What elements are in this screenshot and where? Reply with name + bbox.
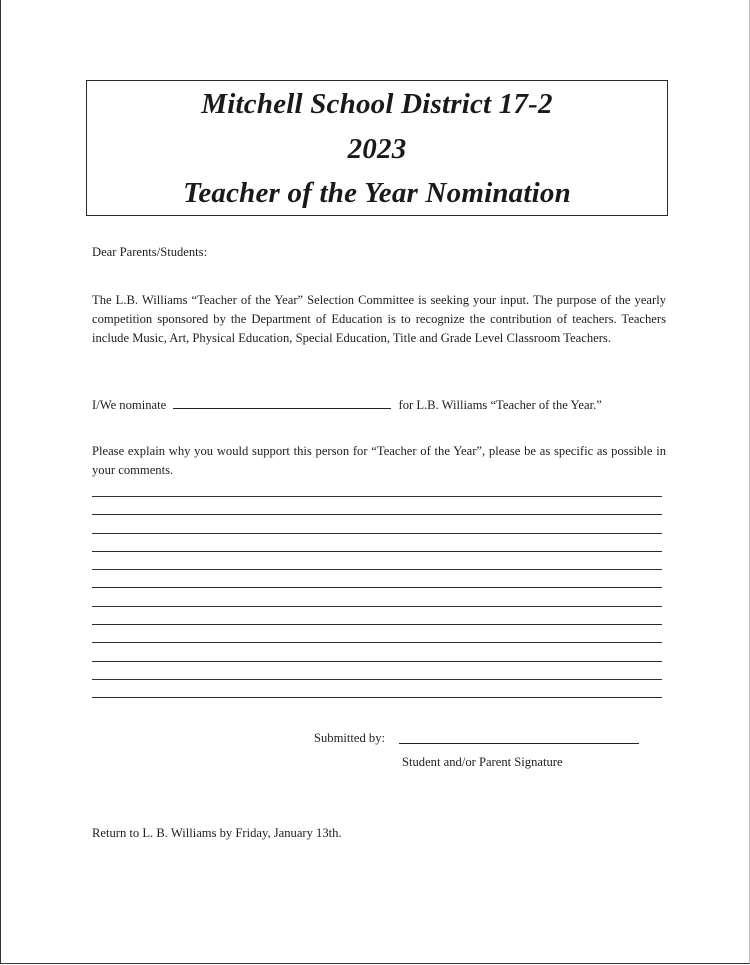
- comment-line[interactable]: [92, 551, 662, 552]
- nomination-year: 2023: [347, 133, 407, 165]
- comment-line[interactable]: [92, 624, 662, 625]
- nomination-line: [92, 394, 672, 415]
- comment-line[interactable]: [92, 514, 662, 515]
- explain-prompt: Please explain why you would support this person for “Teacher of the Year”, please be as specific as possible in your comments.: [92, 444, 666, 477]
- comment-line[interactable]: [92, 496, 662, 497]
- comment-line[interactable]: [92, 642, 662, 643]
- form-title: Teacher of the Year Nomination: [183, 177, 571, 209]
- greeting: Dear Parents/Students:: [92, 245, 208, 259]
- return-note: Return to L. B. Williams by Friday, January 13th.: [92, 826, 342, 840]
- nomination-prefix: I/We nominate: [92, 398, 167, 412]
- submitted-by-label: Submitted by:: [314, 731, 386, 745]
- nominee-name-field[interactable]: [173, 394, 391, 409]
- comment-line[interactable]: [92, 679, 662, 680]
- comment-line[interactable]: [92, 697, 662, 698]
- comment-line[interactable]: [92, 569, 662, 570]
- signature-field[interactable]: [399, 743, 639, 744]
- comment-line[interactable]: [92, 661, 662, 662]
- header-box: [86, 80, 668, 216]
- intro-paragraph: The L.B. Williams “Teacher of the Year” Selection Committee is seeking your input. The purpose of the yearly competition sponsored by the Department of Education is to recognize the contribution of teachers. Teachers include Music, Art, Physical Education, Special Education, Title and Grade Level Classroom Teachers.: [92, 293, 666, 345]
- comment-line[interactable]: [92, 533, 662, 534]
- district-name: Mitchell School District 17-2: [201, 88, 553, 120]
- comment-lines-field[interactable]: [92, 496, 662, 716]
- comment-line[interactable]: [92, 587, 662, 588]
- comment-line[interactable]: [92, 606, 662, 607]
- signature-label: Student and/or Parent Signature: [402, 755, 563, 769]
- nomination-suffix: for L.B. Williams “Teacher of the Year.”: [398, 398, 602, 412]
